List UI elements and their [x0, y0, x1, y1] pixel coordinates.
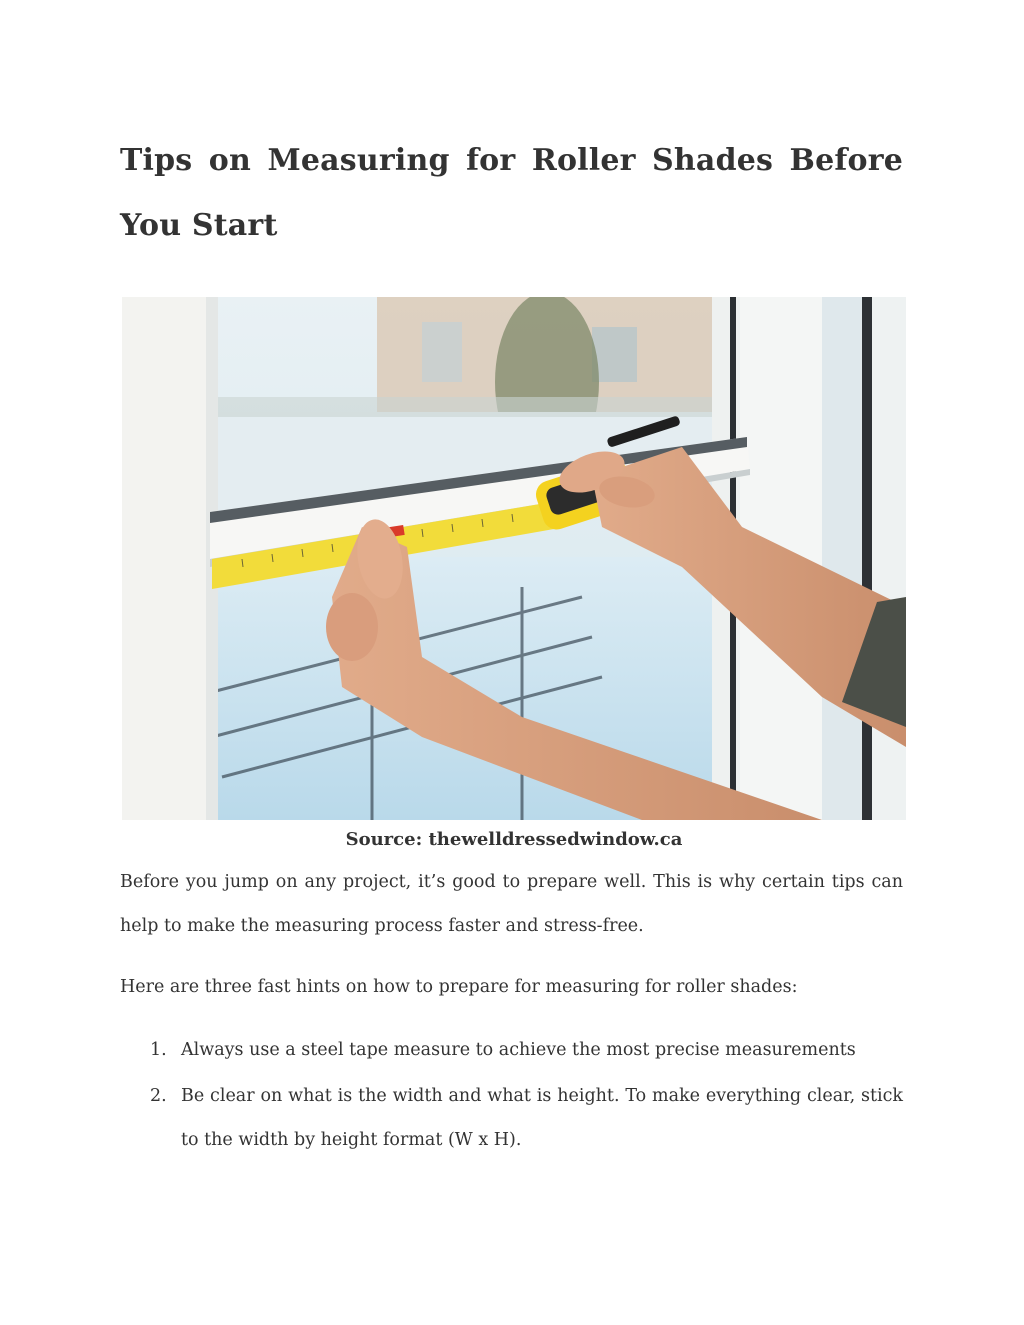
- article-image: [122, 297, 906, 820]
- list-item-number: 2.: [150, 1086, 167, 1106]
- page-title: Tips on Measuring for Roller Shades Before You Start: [120, 143, 903, 243]
- intro-paragraph: Before you jump on any project, it’s good to prepare well. This is why certain tips can help to make the measuring process faster and stress-free.: [120, 872, 903, 936]
- list-item: [120, 1028, 903, 1072]
- image-caption: Source: thewelldressedwindow.ca: [345, 829, 683, 850]
- photo-window-tape-measure: [122, 297, 906, 820]
- list-item-number: 1.: [150, 1040, 167, 1060]
- list-item-text: Be clear on what is the width and what is height. To make everything clear, stick to the width by height format (W x H).: [181, 1086, 903, 1150]
- tips-list: [120, 1028, 903, 1164]
- list-item-text: Always use a steel tape measure to achieve the most precise measurements: [181, 1040, 856, 1060]
- list-intro-paragraph: Here are three fast hints on how to prepare for measuring for roller shades:: [120, 977, 798, 997]
- list-item: [120, 1074, 903, 1162]
